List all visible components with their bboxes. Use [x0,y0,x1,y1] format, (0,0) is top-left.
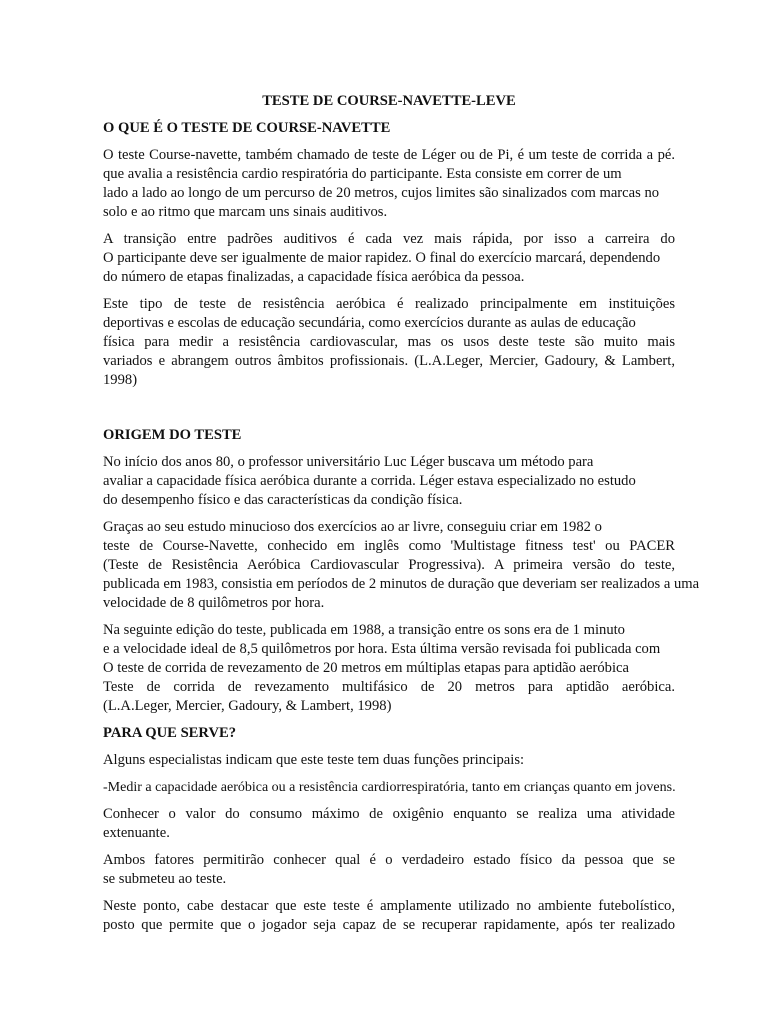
text-line: Ambos fatores permitirão conhecer qual é o verdadeiro estado físico da pessoa que se [103,852,675,868]
spacer [103,398,675,426]
text-line: Na seguinte edição do teste, publicada em 1988, a transição entre os sons era de 1 minuto [103,622,625,638]
text-line: e a velocidade ideal de 8,5 quilômetros por hora. Esta última versão revisada foi publicada com [103,641,661,657]
paragraph [103,897,675,935]
text-line: (L.A.Leger, Mercier, Gadoury, & Lambert, 1998) [103,698,392,714]
paragraph [103,751,675,770]
text-line: do número de etapas finalizadas, a capacidade física aeróbica da pessoa. [103,269,525,285]
paragraph [103,851,675,889]
text-line: física para medir a resistência cardiovascular, mas os usos deste teste são muito mais [103,334,675,350]
section-heading-what-is: O QUE É O TESTE DE COURSE-NAVETTE [103,120,391,136]
document-body [103,92,700,943]
document-title: TESTE DE COURSE-NAVETTE-LEVE [262,93,516,109]
text-line: -Medir a capacidade aeróbica ou a resistência cardiorrespiratória, tanto em crianças quanto em jovens. [103,780,676,795]
text-line: Neste ponto, cabe destacar que este teste é amplamente utilizado no ambiente futebolístico, [103,898,675,914]
text-line: Teste de corrida de revezamento multifásico de 20 metros para aptidão aeróbica. [103,679,675,695]
text-line: posto que permite que o jogador seja capaz de se recuperar rapidamente, após ter realizado [103,917,675,933]
text-line: se submeteu ao teste. [103,871,227,887]
text-line: 1998) [103,372,138,388]
text-line: publicada em 1983, consistia em períodos de 2 minutos de duração que deveriam ser realizados a uma [103,576,700,592]
text-line: Graças ao seu estudo minucioso dos exercícios ao ar livre, conseguiu criar em 1982 o [103,519,602,535]
text-line: A transição entre padrões auditivos é cada vez mais rápida, por isso a carreira do [103,231,675,247]
paragraph [103,295,675,390]
text-line: extenuante. [103,825,170,841]
text-line: que avalia a resistência cardio respiratória do participante. Esta consiste em correr de um [103,166,622,182]
paragraph [103,518,700,613]
text-line: teste de Course-Navette, conhecido em inglês como 'Multistage fitness test' ou PACER [103,538,675,554]
paragraph [103,453,675,510]
paragraph [103,621,675,716]
text-line: No início dos anos 80, o professor universitário Luc Léger buscava um método para [103,454,594,470]
text-line: Este tipo de teste de resistência aeróbica é realizado principalmente em instituições [103,296,675,312]
text-line: O teste de corrida de revezamento de 20 metros em múltiplas etapas para aptidão aeróbica [103,660,629,676]
section-heading-origin: ORIGEM DO TESTE [103,427,242,443]
paragraph [103,146,675,222]
text-line: Conhecer o valor do consumo máximo de oxigênio enquanto se realiza uma atividade [103,806,675,822]
text-line: deportivas e escolas de educação secundária, como exercícios durante as aulas de educação [103,315,636,331]
text-line: variados e abrangem outros âmbitos profissionais. (L.A.Leger, Mercier, Gadoury, & Lambert, [103,353,675,369]
paragraph [103,805,675,843]
text-line: lado a lado ao longo de um percurso de 20 metros, cujos limites são sinalizados com marcas no [103,185,660,201]
paragraph [103,230,675,287]
text-line: O teste Course-navette, também chamado de teste de Léger ou de Pi, é um teste de corrida a pé. [103,147,675,163]
text-line: do desempenho físico e das características da condição física. [103,492,463,508]
text-line: O participante deve ser igualmente de maior rapidez. O final do exercício marcará, dependendo [103,250,661,266]
text-line: solo e ao ritmo que marcam uns sinais auditivos. [103,204,388,220]
text-line: (Teste de Resistência Aeróbica Cardiovascular Progressiva). A primeira versão do teste, [103,557,675,573]
section-heading-purpose: PARA QUE SERVE? [103,725,237,741]
text-line: velocidade de 8 quilômetros por hora. [103,595,325,611]
text-line: Alguns especialistas indicam que este teste tem duas funções principais: [103,752,525,768]
paragraph [103,778,675,797]
text-line: avaliar a capacidade física aeróbica durante a corrida. Léger estava especializado no estudo [103,473,636,489]
